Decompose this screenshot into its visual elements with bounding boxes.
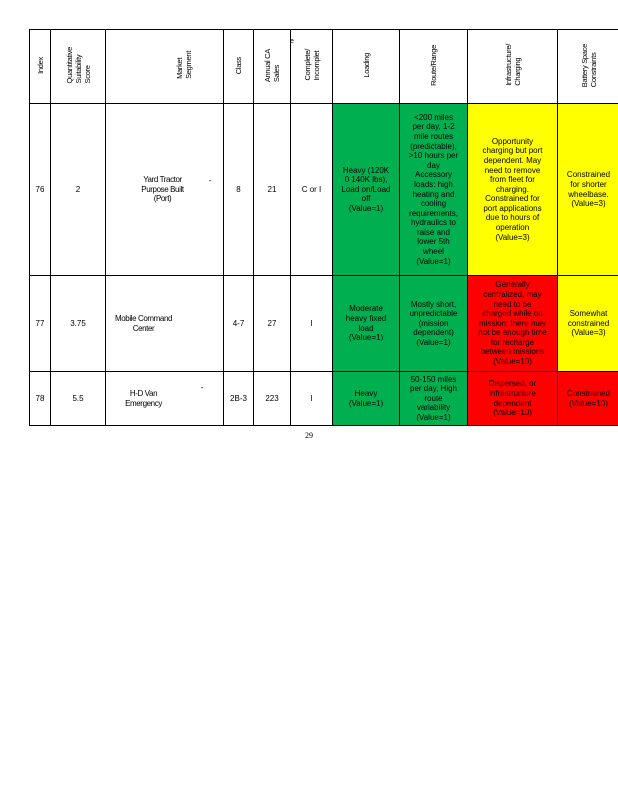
table-row [30,104,618,276]
cell-class: 4-7 [224,276,254,372]
header-complete: Complete/ Incomplet [291,30,333,104]
page-number: 29 [305,431,313,440]
cell-loading: Heavy (Value=1) [333,372,400,426]
header-battery: Battery Space Constraints [558,30,618,104]
cell-route: <200 miles per day, 1-2 mile routes (predictable), >10 hours per day Accessory loads: high heating and cooling requirements, hydraulics to raise and lower 5th wheel (Value=1) [400,104,468,276]
cell-complete: I [291,372,333,426]
cell-segment: Yard Tractor Purpose Built (Port) - [106,104,224,276]
header-score: Quantitative Suitability Score [51,30,106,104]
cell-infra: Dispersed, or infrastructure dependent (Value=10) [468,372,558,426]
cell-complete: I [291,276,333,372]
header-complete-suffix: e [290,38,294,45]
cell-sales: 21 [254,104,291,276]
cell-class: 2B-3 [224,372,254,426]
cell-infra: Opportunity charging but port dependent. May need to remove from fleet for charging. Constrained for port applications due to hours of operation (Value=3) [468,104,558,276]
header-loading: Loading [333,30,400,104]
cell-complete: C or I [291,104,333,276]
cell-segment: H-D Van Emergency - [106,372,224,426]
header-segment: Market Segment [106,30,224,104]
cell-infra: Generally centralized, may need to be charged while on mission; there may not be enough time for recharge between missions (Value=10) [468,276,558,372]
header-sales: Annual CA Sales [254,30,291,104]
cell-index: 78 [30,372,51,426]
cell-index: 77 [30,276,51,372]
cell-segment: Mobile Command Center [106,276,224,372]
table-row [30,372,618,426]
table-row [30,276,618,372]
header-infra: Infrastructure/ Charging [468,30,558,104]
cell-sales: 223 [254,372,291,426]
vehicle-segment-table [29,29,618,426]
cell-score: 2 [51,104,106,276]
cell-score: 3.75 [51,276,106,372]
cell-loading: Heavy (120K 0 140K lbs), Load on/Load off (Value=1) [333,104,400,276]
cell-sales: 27 [254,276,291,372]
header-row [30,30,618,104]
header-index: Index [30,30,51,104]
header-class: Class [224,30,254,104]
cell-score: 5.5 [51,372,106,426]
cell-loading: Moderate heavy fixed load (Value=1) [333,276,400,372]
cell-route: 50-150 miles per day, High route variability (Value=1) [400,372,468,426]
cell-battery: Constrained for shorter wheelbase. (Value=3) [558,104,618,276]
cell-route: Mostly short, unpredictable (mission dependent) (Value=1) [400,276,468,372]
cell-class: 8 [224,104,254,276]
cell-battery: Constrained (Value=10) [558,372,618,426]
header-route: Route/Range [400,30,468,104]
cell-index: 76 [30,104,51,276]
cell-battery: Somewhat constrained (Value=3) [558,276,618,372]
